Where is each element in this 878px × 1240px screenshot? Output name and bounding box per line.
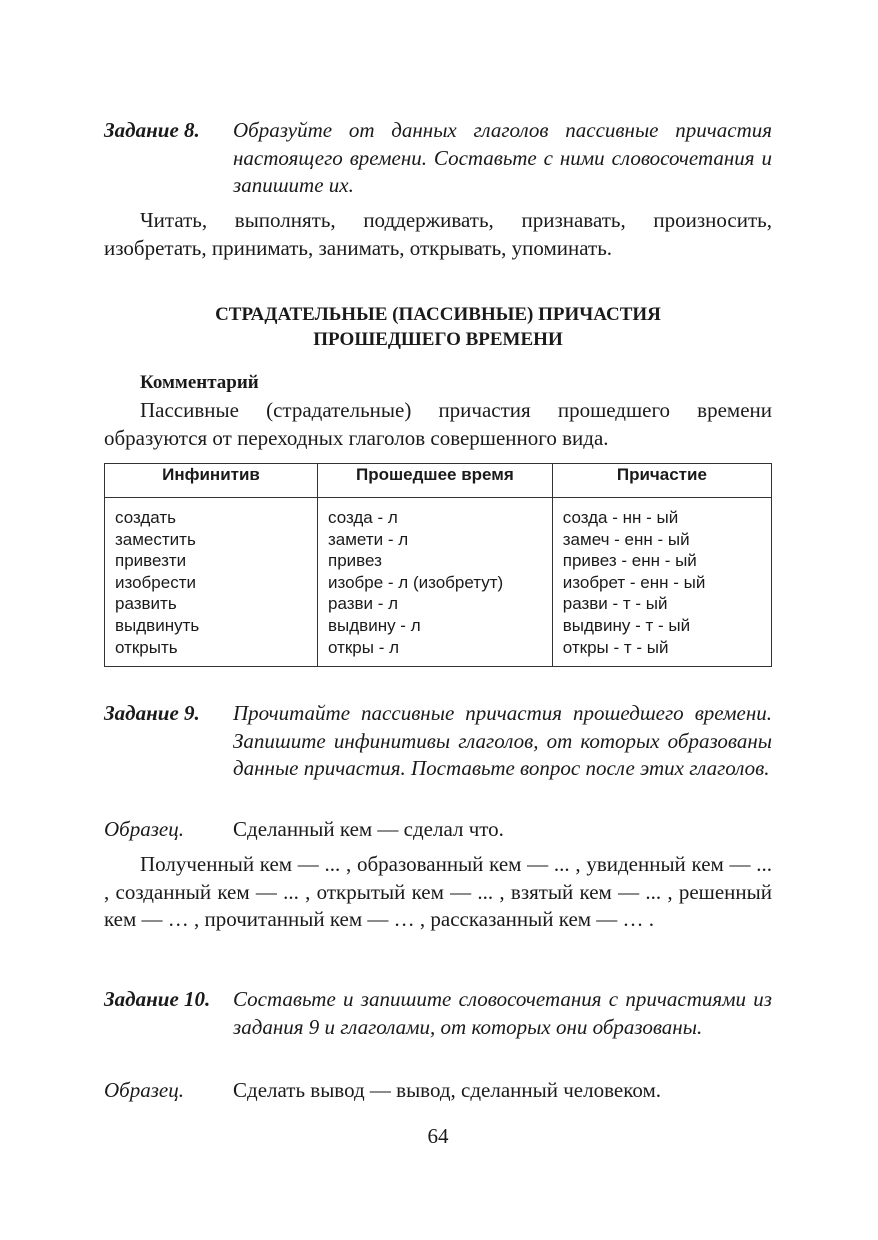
table-row xyxy=(105,498,772,667)
table-cell: открыть xyxy=(115,637,178,657)
table-cell: откры - л xyxy=(328,637,400,657)
table-header-participle: Причастие xyxy=(552,464,771,498)
infinitive-column xyxy=(105,498,318,667)
table-cell: созда - нн - ый xyxy=(562,508,679,527)
task-10 xyxy=(104,986,772,1041)
task-8-label: Задание 8. xyxy=(104,118,200,142)
task-8-instruction: Образуйте от данных глаголов пассивные причастия настоящего времени. Составьте с ними словосочетания и запишите их. xyxy=(233,118,772,197)
table-cell: развить xyxy=(115,594,177,614)
table-cell: изобрести xyxy=(115,572,196,592)
table-cell: замети - л xyxy=(328,529,409,549)
task-8-word-list: Читать, выполнять, поддерживать, признавать, произносить, изобретать, принимать, занимать, открывать, упоминать. xyxy=(104,208,772,260)
section-heading-line-1: СТРАДАТЕЛЬНЫЕ (ПАССИВНЫЕ) ПРИЧАСТИЯ xyxy=(215,304,661,325)
table-cell: привез - енн - ый xyxy=(562,551,697,571)
task-10-sample-text: Сделать вывод — вывод, сделанный человеком. xyxy=(233,1078,661,1102)
task-10-sample-label: Образец. xyxy=(104,1078,184,1102)
table-header-infinitive: Инфинитив xyxy=(105,464,318,498)
task-10-label: Задание 10. xyxy=(104,987,211,1011)
task-9 xyxy=(104,700,772,783)
table-cell: созда - л xyxy=(328,508,398,527)
task-9-instruction: Прочитайте пассивные причастия прошедшего времени. Запишите инфинитивы глаголов, от которых образованы данные причастия. Поставьте вопрос после этих глаголов. xyxy=(233,701,772,780)
table-cell: замеч - енн - ый xyxy=(562,529,690,549)
task-9-sample-label: Образец. xyxy=(104,817,184,841)
table-cell: откры - т - ый xyxy=(562,637,669,657)
section-heading xyxy=(104,302,772,352)
participle-table xyxy=(104,463,772,667)
comment-text: Пассивные (страдательные) причастия прошедшего времени образуются от переходных глаголов совершенного вида. xyxy=(104,398,772,450)
participle-column xyxy=(552,498,771,667)
table-cell: создать xyxy=(115,508,177,527)
past-tense-column xyxy=(318,498,553,667)
table-cell: выдвину - т - ый xyxy=(562,615,691,635)
section-heading-line-2: ПРОШЕДШЕГО ВРЕМЕНИ xyxy=(313,329,563,350)
task-9-sample-text: Сделанный кем — сделал что. xyxy=(233,817,504,841)
table-cell: привезти xyxy=(115,551,187,571)
page-number: 64 xyxy=(427,1124,449,1148)
table-cell: изобрет - енн - ый xyxy=(562,572,706,592)
table-cell: изобре - л (изобретут) xyxy=(328,572,504,592)
comment-title: Комментарий xyxy=(140,372,259,393)
table-cell: разви - т - ый xyxy=(562,594,668,614)
task-9-exercise: Полученный кем — ... , образованный кем — ... , увиденный кем — ... , созданный кем — ... , открытый кем — ... , взятый кем — ... , решенный кем — … , прочитанный кем — … , рассказанный кем — … . xyxy=(104,852,772,931)
table-cell: разви - л xyxy=(328,594,399,614)
table-header-past-tense: Прошедшее время xyxy=(318,464,553,498)
task-9-label: Задание 9. xyxy=(104,701,200,725)
task-10-sample xyxy=(104,1077,772,1105)
task-8 xyxy=(104,117,772,200)
table-cell: выдвинуть xyxy=(115,615,200,635)
table-header-row xyxy=(105,464,772,498)
task-10-instruction: Составьте и запишите словосочетания с причастиями из задания 9 и глаголами, от которых они образованы. xyxy=(233,987,772,1039)
task-9-sample xyxy=(104,816,772,844)
table-cell: выдвину - л xyxy=(328,615,421,635)
table-cell: заместить xyxy=(115,529,196,549)
table-cell: привез xyxy=(328,551,382,571)
